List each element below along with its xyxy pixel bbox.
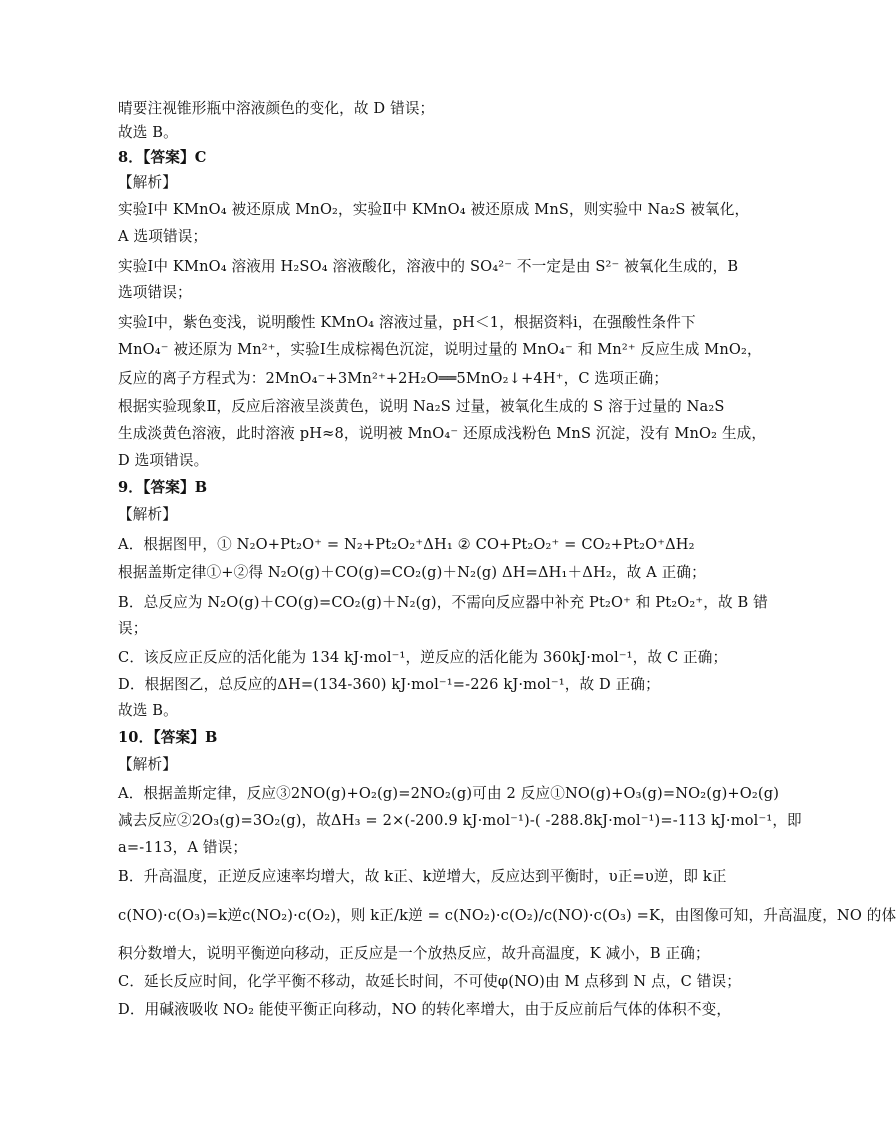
text-line-9: 实验Ⅰ中，紫色变浅，说明酸性 KMnO₄ 溶液过量，pH＜1，根据资料ⅰ，在强酸性条件下	[118, 314, 696, 331]
analysis-9-heading: 【解析】	[118, 506, 177, 523]
analysis-8-heading: 【解析】	[118, 174, 177, 191]
text-line-10: MnO₄⁻ 被还原为 Mn²⁺，实验Ⅰ生成棕褐色沉淀，说明过量的 MnO₄⁻ 和 Mn²⁺ 反应生成 MnO₂，	[118, 341, 762, 358]
text-line-1: 晴要注视锥形瓶中溶液颜色的变化，故 D 错误；	[118, 100, 435, 117]
text-line-21: C．该反应正反应的活化能为 134 kJ·mol⁻¹，逆反应的活化能为 360kJ·mol⁻¹，故 C 正确；	[118, 649, 728, 666]
answer-9-heading: 9．【答案】B	[118, 479, 208, 496]
text-line-18: 根据盖斯定律①+②得 N₂O(g)＋CO(g)=CO₂(g)＋N₂(g) ΔH=ΔH₁＋ΔH₂，故 A 正确；	[118, 564, 706, 581]
text-line-2: 故选 B。	[118, 124, 178, 141]
text-line-22: D．根据图乙，总反应的ΔH=(134-360) kJ·mol⁻¹=-226 kJ·mol⁻¹，故 D 正确；	[118, 676, 660, 693]
text-line-7: 实验Ⅰ中 KMnO₄ 溶液用 H₂SO₄ 溶液酸化，溶液中的 SO₄²⁻ 不一定是由 S²⁻ 被氧化生成的，B	[118, 258, 739, 275]
answer-8-heading: 8．【答案】C	[118, 149, 207, 166]
text-line-33: D．用碱液吸收 NO₂ 能使平衡正向移动，NO 的转化率增大，由于反应前后气体的体积不变，	[118, 1001, 732, 1018]
text-line-28: a=-113，A 错误；	[118, 839, 248, 856]
text-line-6: A 选项错误；	[118, 228, 208, 245]
text-line-14: D 选项错误。	[118, 452, 209, 469]
text-line-13: 生成淡黄色溶液，此时溶液 pH≈8，说明被 MnO₄⁻ 还原成浅粉色 MnS 沉淀，没有 MnO₂ 生成，	[118, 425, 767, 442]
text-line-26: A．根据盖斯定律，反应③2NO(g)+O₂(g)=2NO₂(g)可由 2 反应①NO(g)+O₃(g)=NO₂(g)+O₂(g)	[118, 785, 780, 802]
text-line-30-equation: c(NO)·c(O₃)=k逆c(NO₂)·c(O₂)，则 k正/k逆 = c(NO₂)·c(O₂)/c(NO)·c(O₃) =K，由图像可知，升高温度，NO 的体	[118, 907, 896, 924]
text-line-29: B．升高温度，正逆反应速率均增大，故 k正、k逆增大，反应达到平衡时，υ正=υ逆，即 k正	[118, 868, 727, 885]
text-line-31: 积分数增大，说明平衡逆向移动，正反应是一个放热反应，故升高温度，K 减小，B 正确；	[118, 945, 710, 962]
text-line-11: 反应的离子方程式为：2MnO₄⁻+3Mn²⁺+2H₂O══5MnO₂↓+4H⁺，C 选项正确；	[118, 370, 669, 387]
text-line-5: 实验Ⅰ中 KMnO₄ 被还原成 MnO₂，实验Ⅱ中 KMnO₄ 被还原成 MnS，则实验中 Na₂S 被氧化，	[118, 201, 750, 218]
text-line-23: 故选 B。	[118, 702, 178, 719]
text-line-20: 误；	[118, 620, 148, 637]
text-line-8: 选项错误；	[118, 284, 192, 301]
answer-10-heading: 10．【答案】B	[118, 729, 218, 746]
text-line-27: 减去反应②2O₃(g)=3O₂(g)，故ΔH₃ = 2×(-200.9 kJ·mol⁻¹)-( -288.8kJ·mol⁻¹)=-113 kJ·mol⁻¹，即	[118, 812, 802, 829]
analysis-10-heading: 【解析】	[118, 756, 177, 773]
text-line-17: A．根据图甲，① N₂O+Pt₂O⁺ = N₂+Pt₂O₂⁺ΔH₁ ② CO+Pt₂O₂⁺ = CO₂+Pt₂O⁺ΔH₂	[118, 536, 695, 553]
text-line-19: B．总反应为 N₂O(g)＋CO(g)=CO₂(g)＋N₂(g)，不需向反应器中补充 Pt₂O⁺ 和 Pt₂O₂⁺，故 B 错	[118, 594, 768, 611]
text-line-12: 根据实验现象Ⅱ，反应后溶液呈淡黄色，说明 Na₂S 过量，被氧化生成的 S 溶于过量的 Na₂S	[118, 398, 725, 415]
text-line-32: C．延长反应时间，化学平衡不移动，故延长时间，不可使φ(NO)由 M 点移到 N 点，C 错误；	[118, 973, 741, 990]
